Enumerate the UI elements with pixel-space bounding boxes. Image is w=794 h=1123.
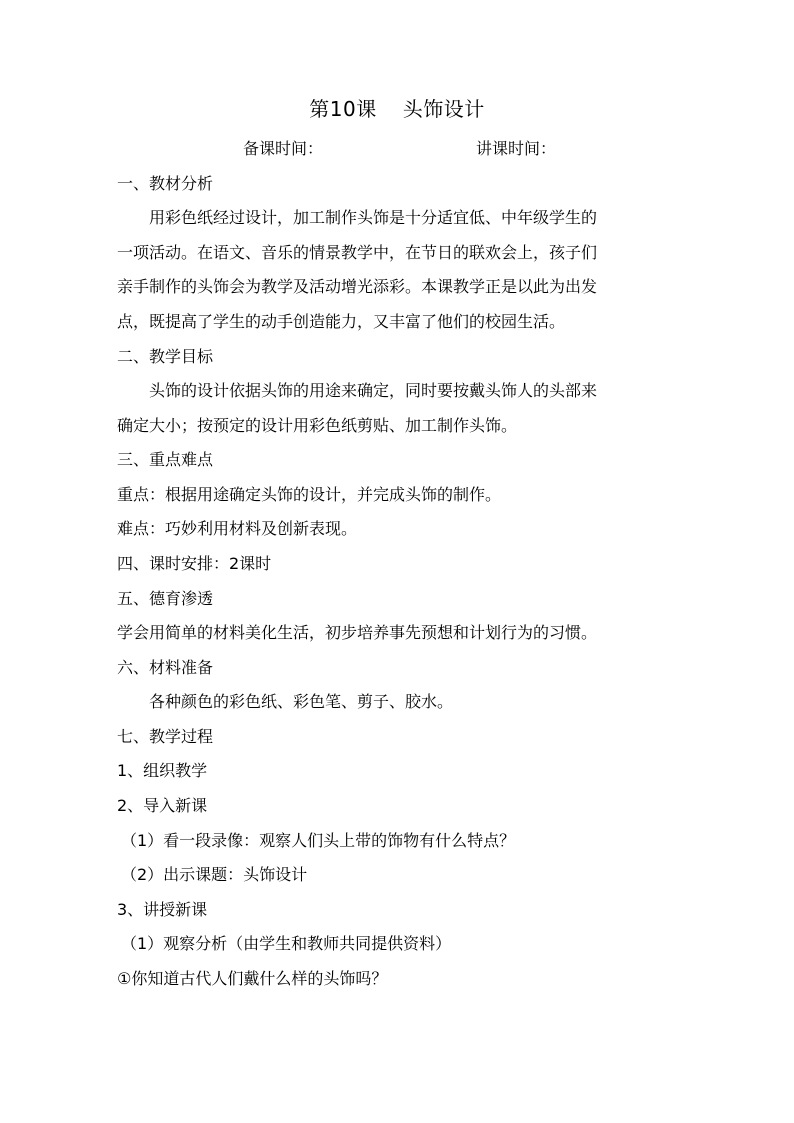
paragraph-line: 点，既提高了学生的动手创造能力，又丰富了他们的校园生活。	[117, 312, 566, 331]
list-item: 1、组织教学	[117, 761, 208, 780]
prep-time-label: 备课时间：	[243, 139, 324, 158]
sub-list-item: （1）看一段录像：观察人们头上带的饰物有什么特点？	[121, 831, 516, 850]
paragraph-line: 用彩色纸经过设计，加工制作头饰是十分适宜低、中年级学生的	[149, 208, 598, 227]
teach-time-label: 讲课时间：	[476, 139, 557, 158]
list-item: 2、导入新课	[117, 796, 208, 815]
section-heading-4: 四、课时安排：2课时	[117, 554, 272, 573]
section-heading-2: 二、教学目标	[117, 347, 214, 366]
section-heading-1: 一、教材分析	[117, 174, 214, 193]
sub-list-item: （1）观察分析（由学生和教师共同提供资料）	[121, 934, 452, 953]
list-item: 3、讲授新课	[117, 900, 208, 919]
paragraph-line: 亲手制作的头饰会为教学及活动增光添彩。本课教学正是以此为出发	[117, 277, 598, 296]
numbered-question: ①你知道古代人们戴什么样的头饰吗？	[117, 969, 388, 988]
title-topic: 头饰设计	[402, 97, 485, 121]
paragraph-line: 重点：根据用途确定头饰的设计，并完成头饰的制作。	[117, 485, 502, 504]
paragraph-line: 难点：巧妙利用材料及创新表现。	[117, 519, 358, 538]
title-lesson: 第10课	[309, 97, 377, 121]
section-heading-7: 七、教学过程	[117, 727, 214, 746]
paragraph-line: 确定大小；按预定的设计用彩色纸剪贴、加工制作头饰。	[117, 416, 518, 435]
section-heading-3: 三、重点难点	[117, 450, 214, 469]
section-heading-6: 六、材料准备	[117, 658, 214, 677]
paragraph-line: 学会用简单的材料美化生活，初步培养事先预想和计划行为的习惯。	[117, 623, 598, 642]
document-title	[0, 94, 794, 124]
paragraph-line: 头饰的设计依据头饰的用途来确定，同时要按戴头饰人的头部来	[149, 381, 598, 400]
sub-list-item: （2）出示课题：头饰设计	[121, 865, 308, 884]
paragraph-line: 一项活动。在语文、音乐的情景教学中，在节日的联欢会上，孩子们	[117, 243, 598, 262]
section-heading-5: 五、德育渗透	[117, 589, 214, 608]
paragraph-line: 各种颜色的彩色纸、彩色笔、剪子、胶水。	[149, 692, 454, 711]
